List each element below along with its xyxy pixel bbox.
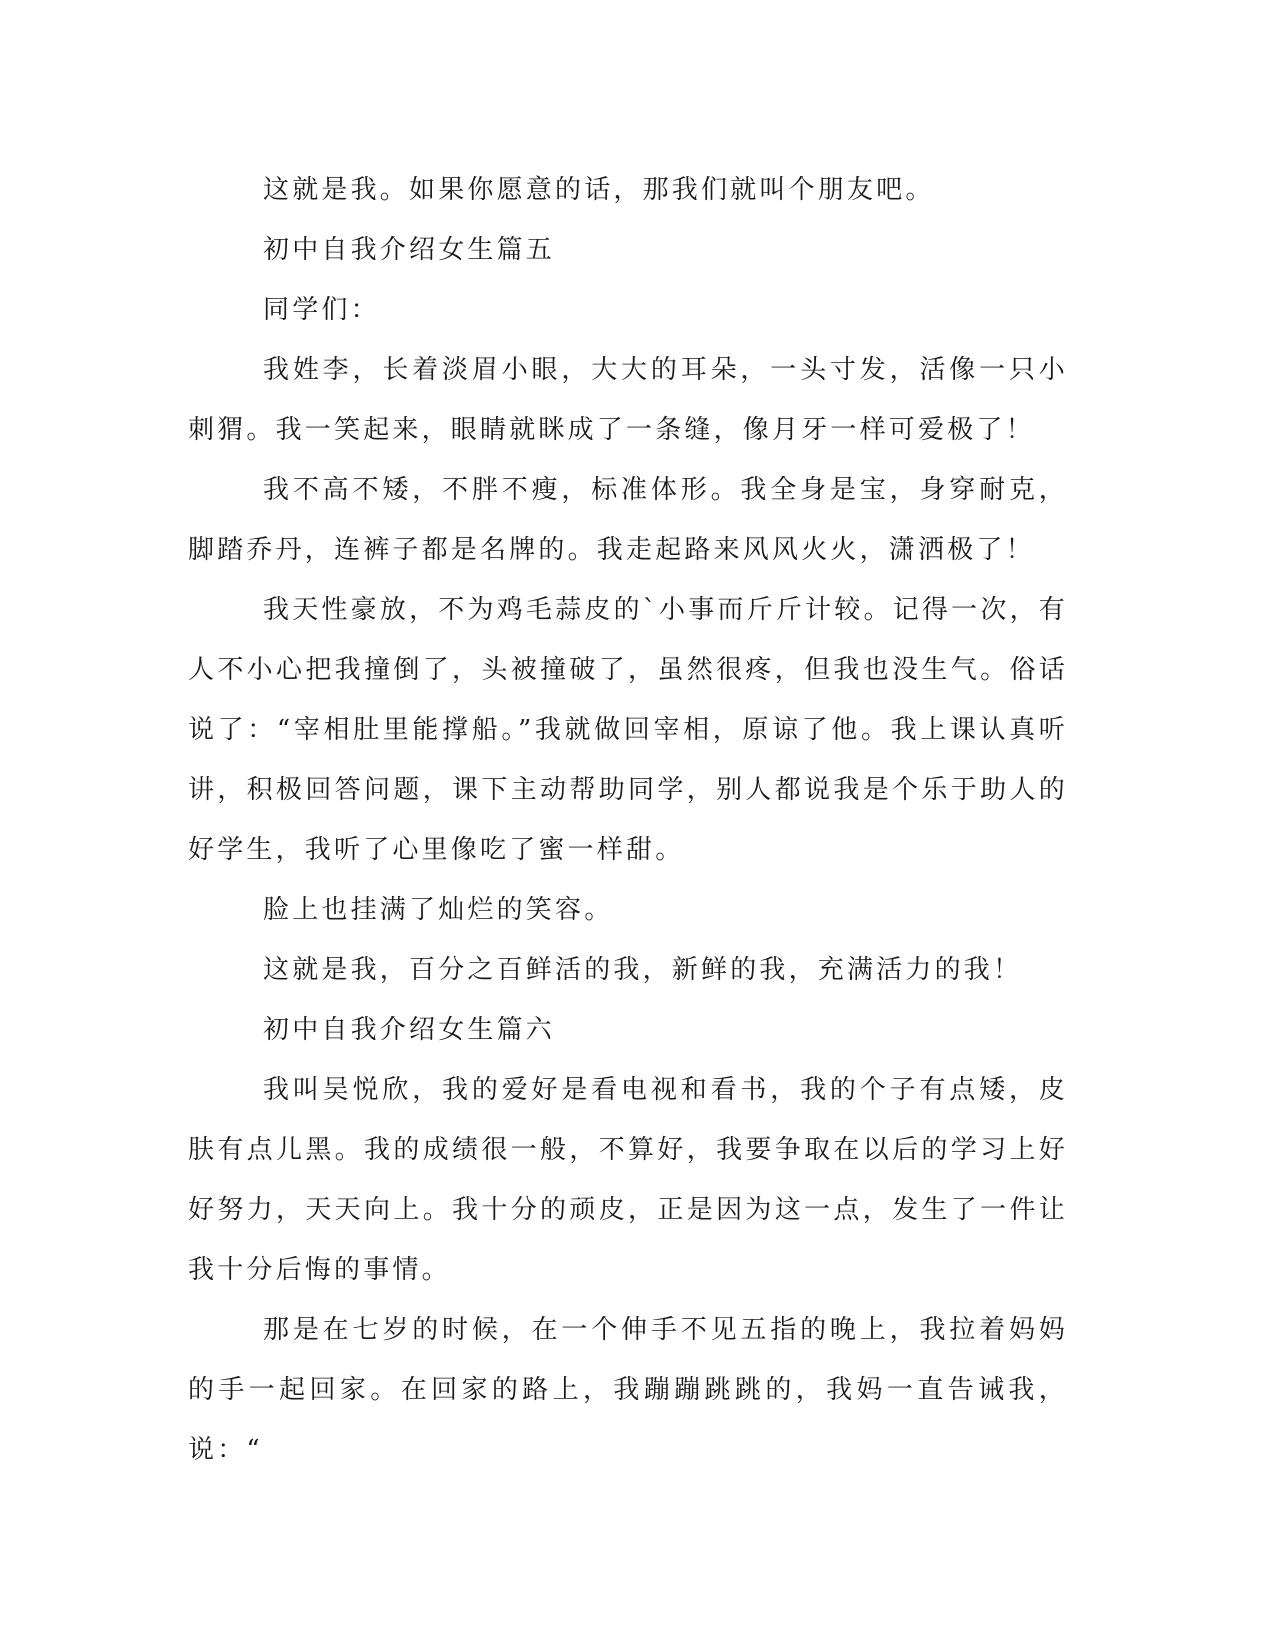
paragraph-smile: 脸上也挂满了灿烂的笑容。 xyxy=(263,895,614,925)
document-body xyxy=(188,160,1068,1480)
paragraph-greeting: 同学们： xyxy=(263,295,380,325)
section-heading-five: 初中自我介绍女生篇五 xyxy=(263,235,556,265)
paragraph-self-intro: 我叫吴悦欣，我的爱好是看电视和看书，我的个子有点矮，皮肤有点儿黑。我的成绩很一般，不算好，我要争取在以后的学习上好好努力，天天向上。我十分的顽皮，正是因为这一点，发生了一件让我十分后悔的事情。 xyxy=(188,1075,1068,1285)
paragraph-personality: 我天性豪放，不为鸡毛蒜皮的`小事而斤斤计较。记得一次，有人不小心把我撞倒了，头被撞破了，虽然很疼，但我也没生气。俗话说了：“宰相肚里能撑船。”我就做回宰相，原谅了他。我上课认真听讲，积极回答问题，课下主动帮助同学，别人都说我是个乐于助人的好学生，我听了心里像吃了蜜一样甜。 xyxy=(188,595,1068,865)
section-heading-six: 初中自我介绍女生篇六 xyxy=(263,1015,556,1045)
paragraph-closing-intro: 这就是我。如果你愿意的话，那我们就叫个朋友吧。 xyxy=(263,175,935,205)
paragraph-clothing: 我不高不矮，不胖不瘦，标准体形。我全身是宝，身穿耐克，脚踏乔丹，连裤子都是名牌的。我走起路来风风火火，潇洒极了！ xyxy=(188,475,1068,565)
paragraph-summary: 这就是我，百分之百鲜活的我，新鲜的我，充满活力的我！ xyxy=(263,955,1023,985)
paragraph-story: 那是在七岁的时候，在一个伸手不见五指的晚上，我拉着妈妈的手一起回家。在回家的路上，我蹦蹦跳跳的，我妈一直告诫我，说：“ xyxy=(188,1315,1068,1465)
paragraph-appearance: 我姓李，长着淡眉小眼，大大的耳朵，一头寸发，活像一只小刺猬。我一笑起来，眼睛就眯成了一条缝，像月牙一样可爱极了！ xyxy=(188,355,1068,445)
